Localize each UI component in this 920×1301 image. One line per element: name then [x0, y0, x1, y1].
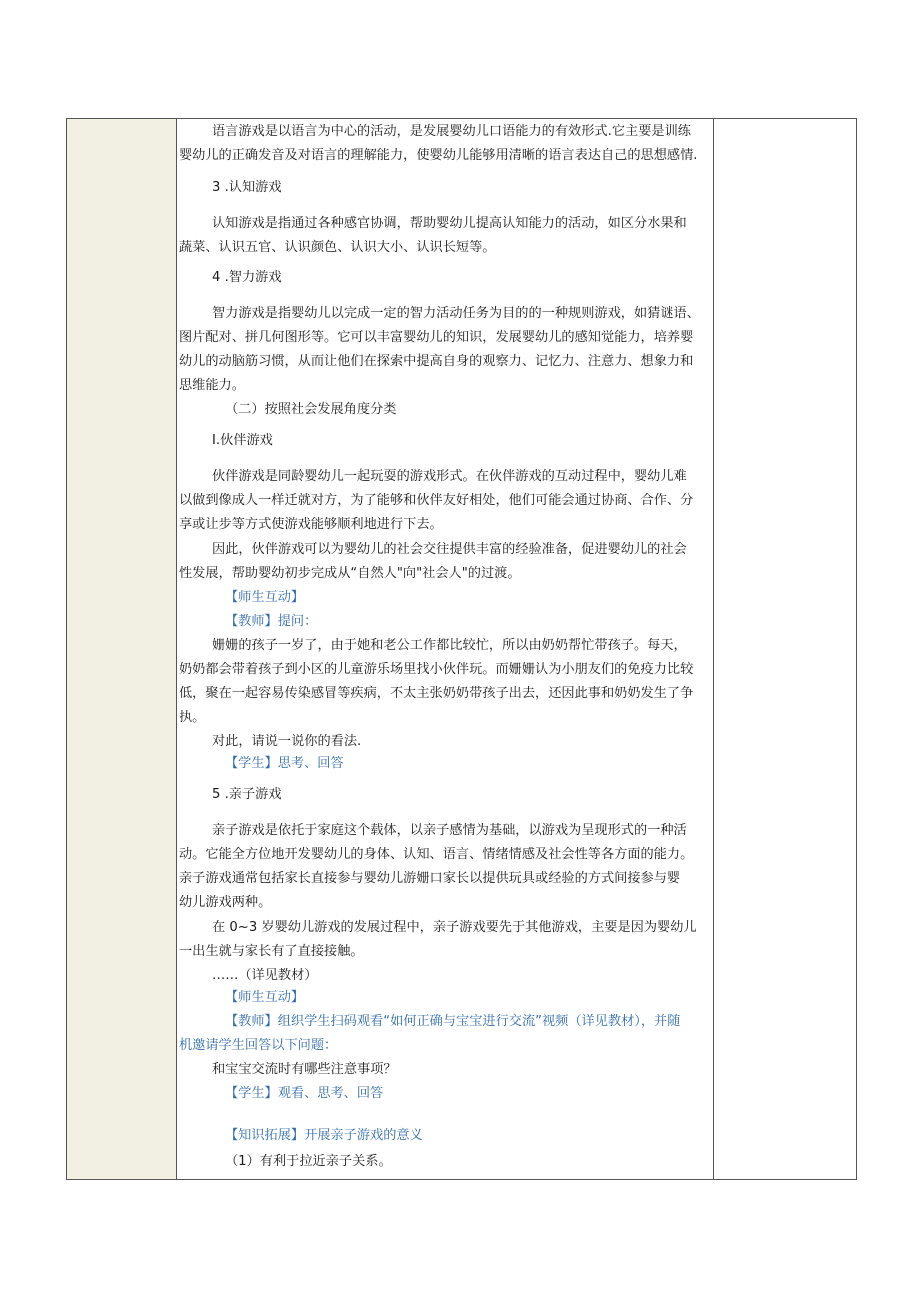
text-line: 【教师】组织学生扫码观看“如何正确与宝宝进行交流”视频（详见教材），并随	[225, 1014, 681, 1029]
text-line: 幼儿的动脑筋习惯，从而让他们在探索中提高自身的观察力、记忆力、注意力、想象力和	[179, 354, 694, 369]
text-line: 一出生就与家长有了直接接触。	[179, 944, 364, 959]
text-line: 【师生互动】	[225, 990, 305, 1005]
text-line: 对此，请说一说你的看法.	[212, 734, 362, 749]
text-line: 在 0~3 岁婴幼儿游戏的发展过程中，亲子游戏要先于其他游戏，主要是因为婴幼儿	[212, 920, 697, 935]
text-line: 伙伴游戏是同龄婴幼儿一起玩耍的游戏形式。在伙伴游戏的互动过程中，婴幼儿难	[212, 469, 687, 484]
text-line: 享或让步等方式使游戏能够顺利地进行下去。	[179, 517, 443, 532]
text-line: 【教师】提问：	[225, 614, 318, 629]
text-line: 认知游戏是指通过各种感官协调，帮助婴幼儿提高认知能力的活动，如区分水果和	[212, 216, 687, 231]
text-line: 和宝宝交流时有哪些注意事项？	[212, 1062, 397, 1077]
text-line: （1）有利于拉近亲子关系。	[225, 1154, 392, 1169]
text-line: I.伙伴游戏	[212, 433, 273, 448]
text-line: 语言游戏是以语言为中心的活动，是发展婴幼儿口语能力的有效形式.它主要是训练	[212, 124, 691, 139]
text-line: 性发展，帮助婴幼初步完成从“自然人"向"社会人"的过渡。	[179, 566, 521, 581]
text-line: 思维能力。	[179, 378, 245, 393]
left-column	[67, 119, 177, 1179]
text-line: 4 .智力游戏	[212, 270, 282, 285]
text-line: 执。	[179, 710, 206, 725]
text-line: 姗姗的孩子一岁了，由于她和老公工作都比较忙，所以由奶奶帮忙带孩子。每天，	[212, 638, 687, 653]
text-line: 3 .认知游戏	[212, 180, 282, 195]
text-line: 机邀请学生回答以下问题：	[179, 1038, 338, 1053]
text-line: 蔬菜、认识五官、认识颜色、认识大小、认识长短等。	[179, 240, 496, 255]
text-line: 动。它能全方位地开发婴幼儿的身体、认知、语言、情绪情感及社会性等各方面的能力。	[179, 847, 694, 862]
text-line: 【学生】思考、回答	[225, 756, 344, 771]
text-line: 图片配对、拼几何图形等。它可以丰富婴幼儿的知识，发展婴幼儿的感知觉能力，培养婴	[179, 330, 694, 345]
text-line: 【学生】观看、思考、回答	[225, 1086, 384, 1101]
text-line: （二）按照社会发展角度分类	[225, 402, 397, 417]
text-line: 亲子游戏通常包括家长直接参与婴幼儿游姗口家长以提供玩具或经验的方式间接参与婴	[179, 871, 681, 886]
right-column	[713, 119, 856, 1179]
text-line: 奶奶都会带着孩子到小区的儿童游乐场里找小伙伴玩。而姗姗认为小朋友们的免疫力比较	[179, 662, 694, 677]
text-line: 幼儿游戏两种。	[179, 895, 272, 910]
text-line: ……（详见教材）	[212, 968, 318, 983]
text-line: 【知识拓展】开展亲子游戏的意义	[225, 1128, 423, 1143]
text-line: 因此，伙伴游戏可以为婴幼儿的社会交往提供丰富的经验准备，促进婴幼儿的社会	[212, 542, 687, 557]
text-line: 【师生互动】	[225, 590, 305, 605]
content-column	[177, 119, 715, 1179]
text-line: 亲子游戏是依托于家庭这个载体，以亲子感情为基础，以游戏为呈现形式的一种活	[212, 823, 687, 838]
text-line: 以做到像成人一样迁就对方，为了能够和伙伴友好相处，他们可能会通过协商、合作、分	[179, 493, 694, 508]
text-line: 婴幼儿的正确发音及对语言的理解能力，使婴幼儿能够用清晰的语言表达自己的思想感情.	[179, 148, 698, 163]
text-line: 低，聚在一起容易传染感冒等疾病，不太主张奶奶带孩子出去，还因此事和奶奶发生了争	[179, 686, 694, 701]
lesson-table	[66, 118, 857, 1180]
text-line: 5 .亲子游戏	[212, 787, 282, 802]
text-line: 智力游戏是指婴幼儿以完成一定的智力活动任务为目的的一种规则游戏，如猜谜语、	[212, 306, 700, 321]
